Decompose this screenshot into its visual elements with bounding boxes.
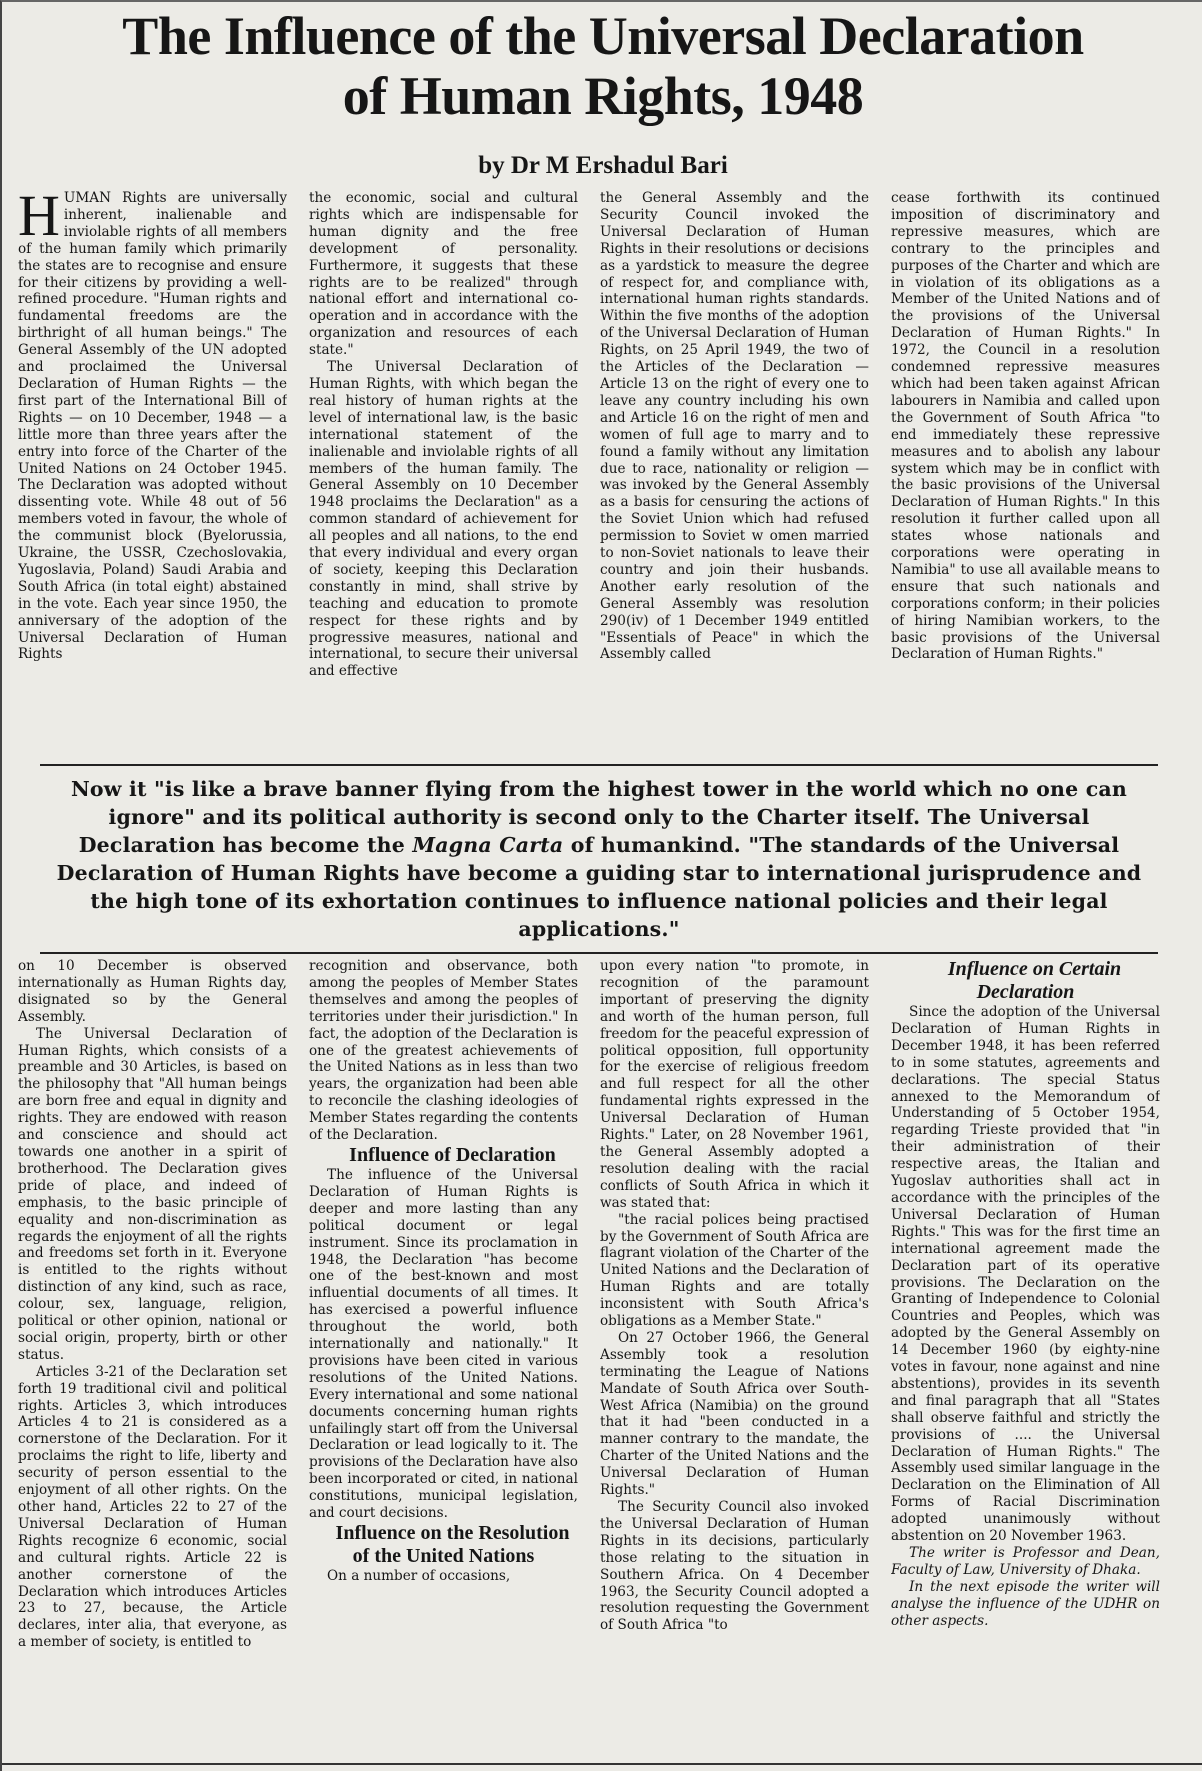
paragraph: The Security Council also invoked the Universal Declaration of Human Rights in its decisions, particularly those relating to the situation in Southern Africa. On 4 December 1963, the Security Council adopted a resolution requesting the Government of South Africa "to bbox=[600, 1499, 869, 1634]
column-7 bbox=[600, 958, 869, 1758]
top-columns bbox=[18, 190, 1160, 752]
paragraph: the economic, social and cultural rights which are indispensable for human dignity and the free development of personality. Furthermore, it suggests that these rights are to be realized" through national effort and international co-operation and in accordance with the organization and resources of each state." bbox=[309, 190, 578, 359]
pull-quote bbox=[40, 764, 1158, 954]
pull-quote-part-2: of humankind. "The standards of the Universal Declaration of Human Rights have become a guiding star to international jurisprudence and the high tone of its exhortation continues to influence national policies and their legal applications." bbox=[56, 833, 1142, 941]
column-5 bbox=[18, 958, 287, 1758]
byline: by Dr M Ershadul Bari bbox=[478, 152, 728, 179]
paragraph-text: UMAN Rights are universally inherent, inalienable and inviolable rights of all members of the human family which primarily the states are to recognise and ensure for their citizens by providing a well-refined procedure. "Human rights and fundamental freedoms are the birthright of all human beings." The General Assembly of the UN adopted and proclaimed the Universal Declaration of Human Rights — the first part of the International Bill of Rights — on 10 December, 1948 — a little more than three years after the entry into force of the Charter of the United Nations on 24 October 1945. The Declaration was adopted without dissenting vote. While 48 out of 56 members voted in favour, the whole of the communist block (Byelorussia, Ukraine, the USSR, Czechoslovakia, Yugoslavia, Poland) Saudi Arabia and South Africa (in total eight) abstained in the vote. Each year since 1950, the anniversary of the adoption of the Universal Declaration of Human Rights bbox=[18, 190, 287, 663]
column-1 bbox=[18, 190, 287, 752]
column-6 bbox=[309, 958, 578, 1758]
pull-quote-emphasis: Magna Carta bbox=[412, 833, 564, 857]
paragraph: The Universal Declaration of Human Rights, with which began the real history of human rights at the level of international law, is the basic international statement of the inalienable and inviolable rights of all members of the human family. The General Assembly on 10 December 1948 proclaims the Declaration" as a common standard of achievement for all peoples and all nations, to the end that every individual and every organ of society, keeping this Declaration constantly in mind, shall strive by teaching and education to promote respect for these rights and by progressive measures, national and international, to secure their universal and effective bbox=[309, 359, 578, 680]
drop-cap: H bbox=[18, 190, 60, 248]
paragraph: cease forthwith its continued imposition of discriminatory and repressive measures, which are contrary to the principles and purposes of the Charter and which are in violation of its obligations as a Member of the United Nations and of the provisions of the Universal Declaration of Human Rights." In 1972, the Council in a resolution condemned repressive measures which had been taken against African labourers in Namibia and called upon the Government of South Africa "to end immediately these repressive measures and to abolish any labour system which may be in conflict with the basic provisions of the Universal Declaration of Human Rights." In this resolution it further called upon all states whose nationals and corporations were operating in Namibia" to use all available means to ensure that such nationals and corporations conform; in their policies of hiring Namibian workers, to the basic provisions of the Universal Declaration of Human Rights." bbox=[891, 190, 1160, 663]
series-note: In the next episode the writer will analyse the influence of the UDHR on other aspects. bbox=[891, 1578, 1160, 1629]
paragraph: recognition and observance, both among the peoples of Member States themselves and among the peoples of territories under their jurisdiction." In fact, the adoption of the Declaration is one of the greatest achievements of the United Nations as in less than two years, the organization had been able to reconcile the clashing ideologies of Member States regarding the contents of the Declaration. bbox=[309, 958, 578, 1144]
pull-quote-text bbox=[40, 775, 1158, 943]
column-3 bbox=[600, 190, 869, 752]
subheading: Influence of Declaration bbox=[349, 1143, 556, 1166]
column-2 bbox=[309, 190, 578, 752]
paragraph: On a number of occasions, bbox=[327, 1568, 511, 1584]
pull-quote-part-1: Now it "is like a brave banner flying from the highest tower in the world which no one can ignore" and its political authority is second only to the Charter itself. The Universal Declaration has become the bbox=[70, 777, 1128, 857]
paragraph: Articles 3-21 of the Declaration set forth 19 traditional civil and political rights. Articles 3, which introduces Articles 4 to 21 is considered as a cornerstone of the Declaration. For it proclaims the right to life, liberty and security of person essential to the enjoyment of all other rights. On the other hand, Articles 22 to 27 of the Universal Declaration of Human Rights recognize 6 economic, social and cultural rights. Article 22 is another cornerstone of the Declaration which introduces Articles 23 to 27, because, the Article declares, inter alia, that everyone, as a member of society, is entitled to bbox=[18, 1363, 287, 1651]
column-8 bbox=[891, 958, 1160, 1758]
title-line-2: of Human Rights, 1948 bbox=[342, 66, 864, 126]
article-title bbox=[2, 6, 1202, 126]
subheading: Influence on Certain Declaration bbox=[947, 958, 1122, 1003]
paragraph: "the racial polices being practised by the Government of South Africa are flagrant violation of the Charter of the United Nations and the Declaration of Human Rights and are totally inconsistent with South Africa's obligations as a Member State." bbox=[600, 1211, 869, 1330]
paragraph bbox=[18, 190, 287, 663]
paragraph: upon every nation "to promote, in recognition of the paramount important of preserving the dignity and worth of the human person, full freedom for the peaceful expression of political opposition, full opportunity for the exercise of religious freedom and full respect for all the other fundamental rights expressed in the Universal Declaration of Human Rights." Later, on 28 November 1961, the General Assembly adopted a resolution dealing with the racial conflicts of South Africa in which it was stated that: bbox=[600, 958, 869, 1211]
column-4 bbox=[891, 190, 1160, 752]
paragraph: The Universal Declaration of Human Rights, which consists of a preamble and 30 Articles, is based on the philosophy that "All human beings are born free and equal in dignity and rights. They are endowed with reason and conscience and should act towards one another in a spirit of brotherhood. The Declaration gives pride of place, and indeed of emphasis, to the basic principle of equality and non-discrimination as regards the enjoyment of all the rights and freedoms set forth in it. Everyone is entitled to the rights without distinction of any kind, such as race, colour, sex, language, religion, political or other opinion, national or social origin, property, birth or other status. bbox=[18, 1025, 287, 1363]
paragraph: on 10 December is observed internationally as Human Rights day, disignated so by the General Assembly. bbox=[18, 958, 287, 1025]
paragraph: On 27 October 1966, the General Assembly took a resolution terminating the League of Nations Mandate of South Africa over South-West Africa (Namibia) on the ground that it had "been conducted in a manner contrary to the mandate, the Charter of the United Nations and the Universal Declaration of Human Rights." bbox=[600, 1329, 869, 1499]
bottom-columns bbox=[18, 958, 1160, 1758]
paragraph: Since the adoption of the Universal Declaration of Human Rights in December 1948, it has been referred to in some statutes, agreements and declarations. The special Status annexed to the Memorandum of Understanding of 5 October 1954, regarding Trieste provided that "in their administration of their respective areas, the Italian and Yugoslav authorities shall act in accordance with the principles of the Universal Declaration of Human Rights." This was for the first time an international agreement made the Declaration part of its operative provisions. The Declaration on the Granting of Independence to Colonial Countries and Peoples, which was adopted by the General Assembly on 14 December 1960 (by eighty-nine votes in favour, none against and nine abstentions), provides in its seventh and final paragraph that all "States shall observe faithful and strictly the provisions of .... the Universal Declaration of Human Rights." The Assembly used similar language in the Declaration on the Elimination of All Forms of Racial Discrimination adopted unanimously without abstention on 20 November 1963. bbox=[891, 1004, 1160, 1545]
bottom-rule bbox=[2, 1763, 1202, 1765]
subheading: Influence on the Resolution of the United Nations bbox=[335, 1522, 570, 1567]
author-credit: The writer is Professor and Dean, Faculty of Law, University of Dhaka. bbox=[891, 1545, 1160, 1578]
paragraph: The influence of the Universal Declaration of Human Rights is deeper and more lasting than any political document or legal instrument. Since its proclamation in 1948, the Declaration "has become one of the best-known and most influential documents of all times. It has exercised a powerful influence throughout the world, both internationally and nationally." It provisions have been cited in various resolutions of the United Nations. Every international and some national documents concerning human rights unfailingly start off from the Universal Declaration or lead logically to it. The provisions of the Declaration have also been incorporated or cited, in national constitutions, municipal legislation, and court decisions. bbox=[309, 1166, 578, 1522]
title-line-1: The Influence of the Universal Declaration bbox=[122, 6, 1084, 66]
paragraph: the General Assembly and the Security Council invoked the Universal Declaration of Human Rights in their resolutions or decisions as a yardstick to measure the degree of respect for, and compliance with, international human rights standards. Within the five months of the adoption of the Universal Declaration of Human Rights, on 25 April 1949, the two of the Articles of the Declaration — Article 13 on the right of every one to leave any country including his own and Article 16 on the right of men and women of full age to marry and to found a family without any limitation due to race, nationality or religion — was invoked by the General Assembly as a basis for censuring the actions of the Soviet Union which had refused permission to Soviet w omen married to non-Soviet nationals to leave their country and join their husbands. Another early resolution of the General Assembly was resolution 290(iv) of 1 December 1949 entitled "Essentials of Peace" in which the Assembly called bbox=[600, 190, 869, 663]
